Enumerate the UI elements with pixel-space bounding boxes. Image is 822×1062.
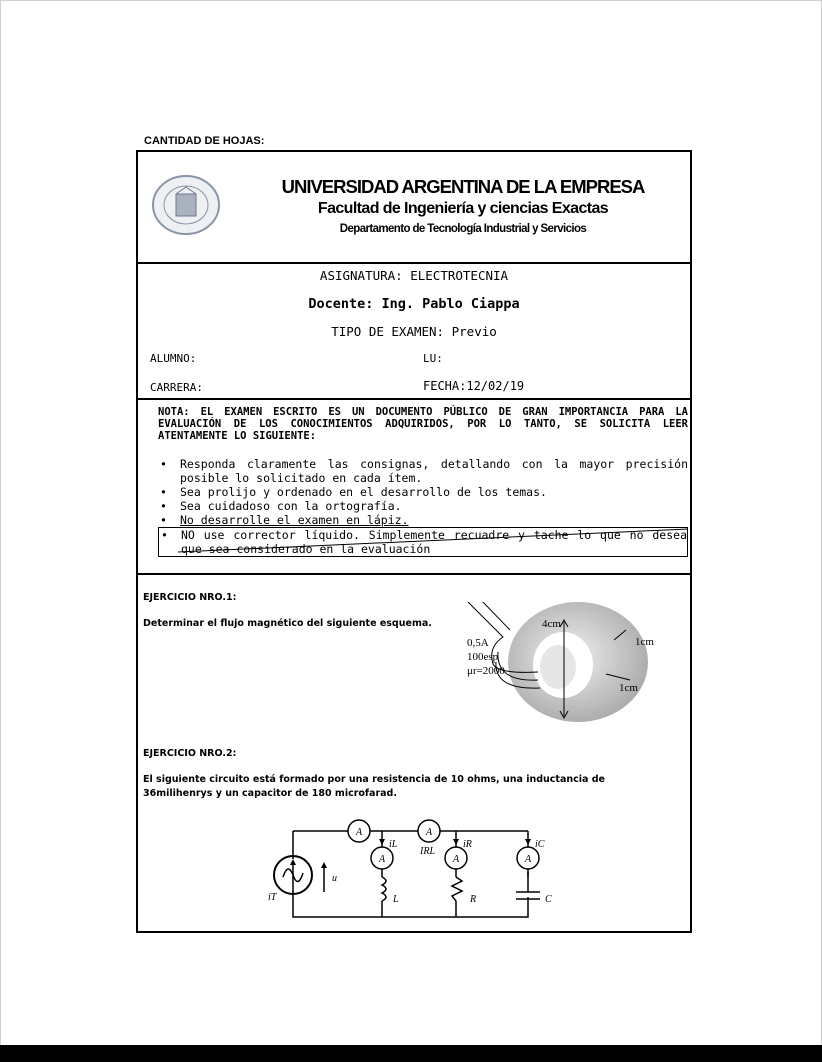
tipo-examen: TIPO DE EXAMEN: Previo [331, 324, 497, 339]
bottom-bar [0, 1045, 822, 1062]
exam-form [136, 150, 692, 933]
instruction-item: • NO use corrector líquido. Simplemente recuadre y tache lo que no desea que sea considerado en la evaluación [158, 527, 688, 557]
it-label: iT [268, 892, 277, 903]
divider [138, 573, 690, 575]
ammeter-label: A [524, 854, 532, 865]
cantidad-hojas-label: CANTIDAD DE HOJAS: [144, 135, 265, 147]
inductor-label: L [393, 894, 399, 905]
capacitor-label: C [545, 894, 552, 905]
il-label: iL [389, 839, 398, 850]
carrera-label: CARRERA: [150, 381, 203, 394]
ammeter-label: A [378, 854, 386, 865]
ammeter-label: A [452, 854, 460, 865]
toroid-diameter-label: 4cm [542, 618, 561, 630]
permeability-label: μr=2000 [467, 665, 505, 677]
rlc-circuit [248, 817, 578, 927]
docente: Docente: Ing. Pablo Ciappa [308, 296, 520, 312]
instruction-item: • Sea cuidadoso con la ortografía. [158, 499, 688, 513]
university-name: UNIVERSIDAD ARGENTINA DE LA EMPRESA [281, 176, 645, 197]
alumno-label: ALUMNO: [150, 352, 197, 365]
fecha: FECHA:12/02/19 [423, 379, 525, 393]
u-label: u [332, 873, 337, 884]
instruction-item: • Sea prolijo y ordenado en el desarrollo de los temas. [158, 485, 688, 499]
ir-label: iR [463, 839, 472, 850]
department-name: Departamento de Tecnología Industrial y Servicios [339, 223, 587, 235]
strike-through-mark [178, 527, 688, 555]
irl-label: IRL [420, 846, 435, 857]
turns-label: 100esp [467, 651, 499, 663]
resistor-label: R [470, 894, 477, 905]
divider [138, 262, 690, 264]
ejercicio-2-title: EJERCICIO NRO.2: [143, 748, 237, 759]
toroid-params [467, 636, 505, 678]
asignatura: ASIGNATURA: ELECTROTECNIA [319, 268, 509, 283]
ejercicio-2-text: El siguiente circuito está formado por una resistencia de 10 ohms, una inductancia de 36milihenrys y un capacitor de 180 microfarad. [143, 774, 605, 799]
ejercicio-1-title: EJERCICIO NRO.1: [143, 592, 237, 603]
ic-label: iC [535, 839, 545, 850]
divider [138, 398, 690, 400]
university-seal-icon [150, 174, 222, 236]
ammeter-label: A [425, 827, 433, 838]
faculty-name: Facultad de Ingeniería y ciencias Exactas [317, 200, 609, 217]
toroid-thickness-label: 1cm [619, 682, 638, 694]
ejercicio-1-text: Determinar el flujo magnético del siguiente esquema. [143, 618, 432, 629]
ammeter-label: A [355, 827, 363, 838]
toroid-width-label: 1cm [635, 636, 654, 648]
lu-label: LU: [423, 352, 443, 365]
instruction-item: • No desarrolle el examen en lápiz. [158, 513, 688, 527]
instruction-item: • Responda claramente las consignas, detallando con la mayor precisión posible lo solicitado en cada ítem. [158, 457, 688, 485]
nota-text: NOTA: EL EXAMEN ESCRITO ES UN DOCUMENTO PÚBLICO DE GRAN IMPORTANCIA PARA LA EVALUACIÓN DE LOS CONOCIMIENTOS ADQUIRIDOS, POR LO TANTO, SE SOLICITA LEER ATENTAMENTE LO SIGUIENTE: [158, 406, 688, 442]
current-label: 0,5A [467, 637, 489, 649]
